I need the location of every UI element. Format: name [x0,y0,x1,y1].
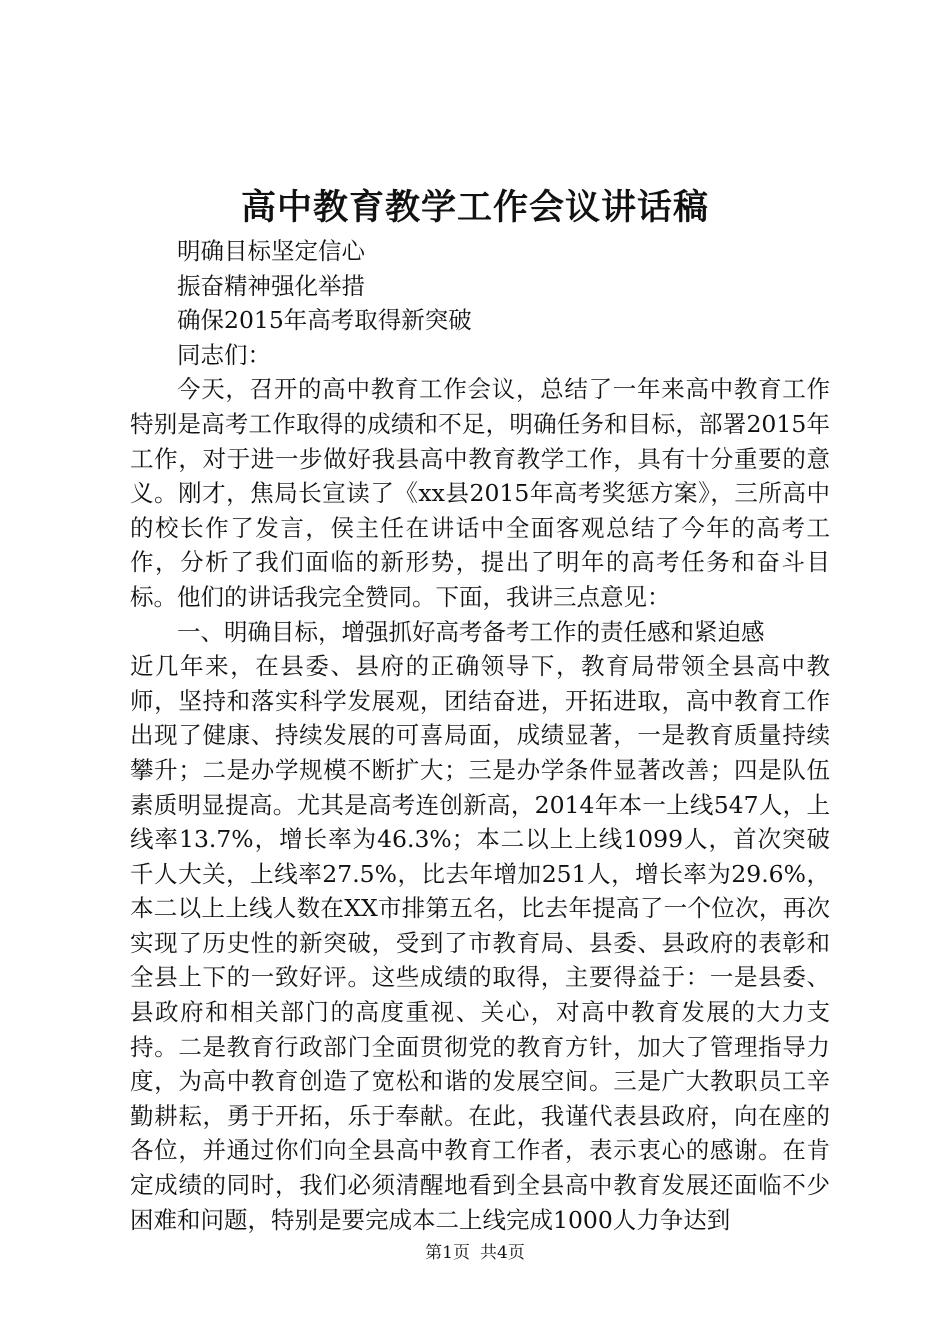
salutation: 同志们： [177,340,271,369]
subtitle-line-2: 振奋精神强化举措 [177,271,365,300]
page-footer [0,1240,950,1266]
subtitle-line-3: 确保2015年高考取得新突破 [177,306,472,335]
page-number: 第1页 [425,1243,470,1263]
section-heading-1: 一、明确目标，增强抓好高考备考工作的责任感和紧迫感 [177,617,765,646]
subtitle-line-1: 明确目标坚定信心 [177,237,365,265]
page-total: 共4页 [480,1243,525,1263]
section-1-paragraph: 近几年来，在县委、县府的正确领导下，教育局带领全县高中教师，坚持和落实科学发展观，团结奋进，开拓进取，高中教育工作出现了健康、持续发展的可喜局面，成绩显著，一是教育质量持续攀升；二是办学规模不断扩大；三是办学条件显著改善；四是队伍素质明显提高。尤其是高考连创新高，2014年本一上线547人，上线率13.7%，增长率为46.3%；本二以上上线1099人，首次突破千人大关，上线率27.5%，比去年增加251人，增长率为29.6%，本二以上上线人数在XX市排第五名，比去年提高了一个位次，再次实现了历史性的新突破，受到了市教育局、县委、县政府的表彰和全县上下的一致好评。这些成绩的取得，主要得益于：一是县委、县政府和相关部门的高度重视、关心，对高中教育发展的大力支持。二是教育行政部门全面贯彻党的教育方针，加大了管理指导力度，为高中教育创造了宽松和谐的发展空间。三是广大教职员工辛勤耕耘，勇于开拓，乐于奉献。在此，我谨代表县政府，向在座的各位，并通过你们向全县高中教育工作者，表示衷心的感谢。在肯定成绩的同时，我们必须清醒地看到全县高中教育发展还面临不少困难和问题，特别是要完成本二上线完成1000人力争达到 [130,652,830,1234]
document-title: 高中教育教学工作会议讲话稿 [240,187,709,228]
intro-paragraph: 今天，召开的高中教育工作会议，总结了一年来高中教育工作特别是高考工作取得的成绩和不足，明确任务和目标，部署2015年工作，对于进一步做好我县高中教育教学工作，具有十分重要的意义。刚才，焦局长宣读了《xx县2015年高考奖惩方案》，三所高中的校长作了发言，侯主任在讲话中全面客观总结了今年的高考工作，分析了我们面临的新形势，提出了明年的高考任务和奋斗目标。他们的讲话我完全赞同。下面，我讲三点意见： [130,375,830,611]
document-body [130,234,830,1237]
